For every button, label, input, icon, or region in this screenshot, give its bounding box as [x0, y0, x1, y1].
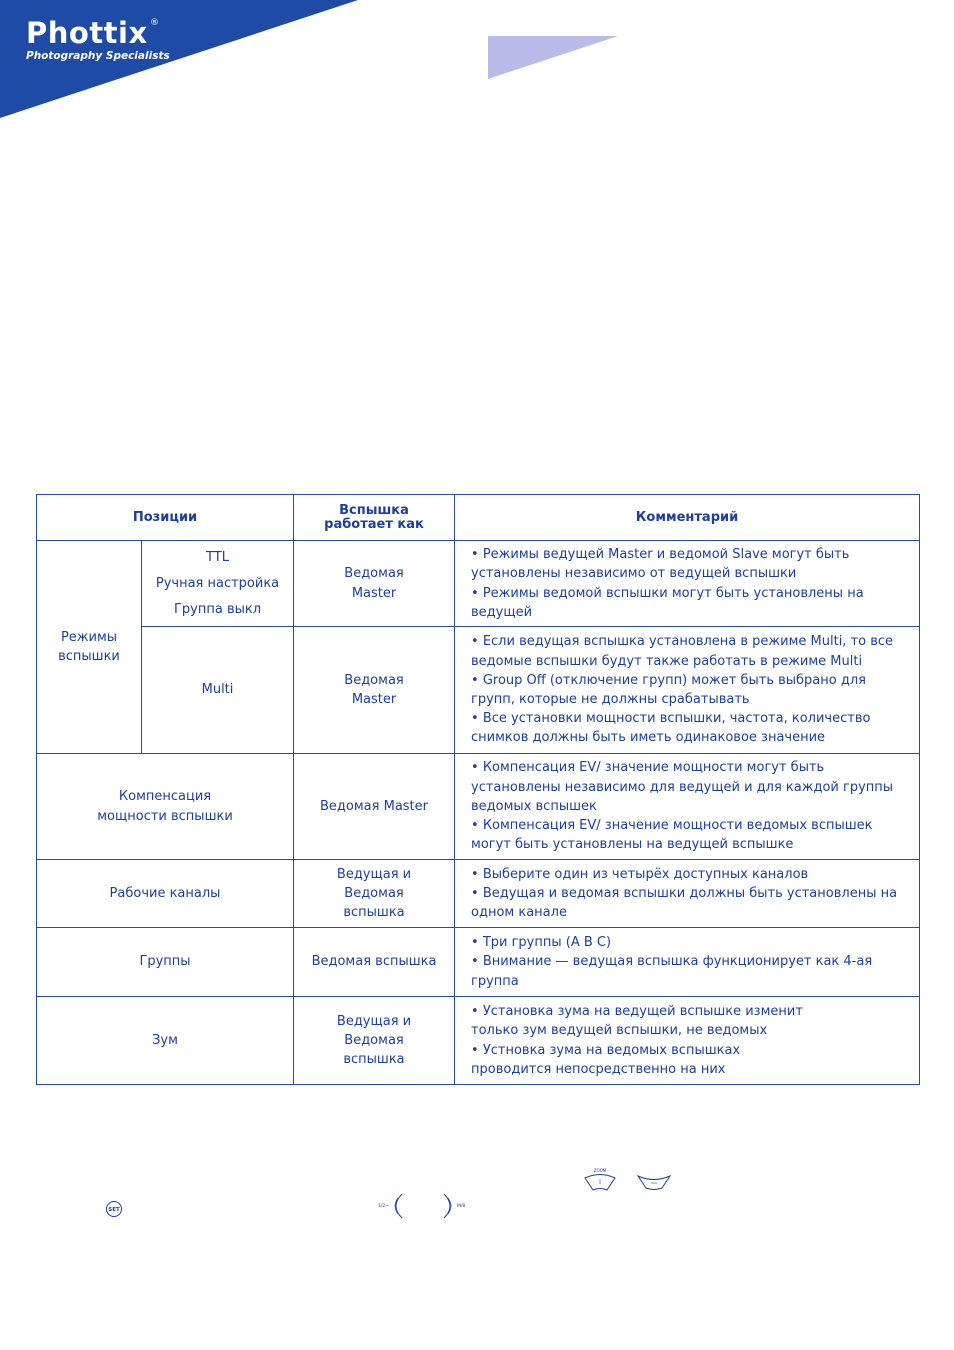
role-cell: Ведомая вспышка	[294, 928, 455, 997]
role-cell: Ведущая и Ведомая вспышка	[294, 997, 455, 1085]
right-arc-button-icon	[440, 1192, 472, 1220]
channels-label: Рабочие каналы	[37, 860, 294, 928]
table-row	[37, 928, 920, 997]
table-row	[37, 997, 920, 1085]
brand-logo	[26, 16, 170, 62]
registered-mark: ®	[150, 18, 159, 28]
comment-cell: • Режимы ведущей Master и ведомой Slave могут быть установлены независимо от ведущей вспышки • Режимы ведомой вспышки могут быть установлены на ведущей	[455, 541, 920, 627]
comment-cell: • Выберите один из четырёх доступных каналов • Ведущая и ведомая вспышки должны быть установлены на одном канале	[455, 860, 920, 928]
positions-ttl-manual-group: TTL Ручная настройка Группа выкл	[142, 541, 294, 627]
comment-cell: • Три группы (A B C) • Внимание — ведущая вспышка функционирует как 4-ая группа	[455, 928, 920, 997]
positions-multi: Multi	[142, 627, 294, 754]
zoom-label: Зум	[37, 997, 294, 1085]
zoom-down-button-icon	[636, 1170, 672, 1194]
brand-name: Phottix	[26, 16, 148, 50]
compensation-label: Компенсация мощности вспышки	[37, 754, 294, 860]
role-cell: Ведомая Master	[294, 627, 455, 754]
comment-cell: • Установка зума на ведущей вспышке изменит только зум ведущей вспышки, не ведомых • Устновка зума на ведомых вспышках проводится непосредственно на них	[455, 997, 920, 1085]
flash-modes-label: Режимы вспышки	[37, 541, 142, 754]
zoom-up-button-icon	[583, 1166, 617, 1192]
comment-cell: • Компенсация EV/ значение мощности могут быть установлены независимо для ведущей и для каждой группы ведомых вспышек • Компенсация EV/ значение мощности ведомых вспышек могут быть установлены на ведущей вспышке	[455, 754, 920, 860]
table-header-row	[37, 495, 920, 541]
left-arc-button-icon	[376, 1192, 408, 1220]
groups-label: Группы	[37, 928, 294, 997]
header-comment: Комментарий	[455, 495, 920, 541]
header-flash-works-as: Вспышка работает как	[294, 495, 455, 541]
header-positions: Позиции	[37, 495, 294, 541]
role-cell: Ведущая и Ведомая вспышка	[294, 860, 455, 928]
flash-settings-table	[36, 494, 920, 1085]
svg-text:ZOOM: ZOOM	[593, 1168, 607, 1173]
table-row	[37, 627, 920, 754]
svg-text:1/2~: 1/2~	[378, 1204, 390, 1209]
table-row	[37, 541, 920, 627]
set-button-icon	[105, 1200, 123, 1218]
svg-text:M/8: M/8	[457, 1204, 466, 1209]
brand-tagline: Photography Specialists	[26, 50, 170, 62]
svg-text:SET: SET	[108, 1207, 120, 1213]
table-row	[37, 754, 920, 860]
role-cell: Ведомая Master	[294, 754, 455, 860]
decorative-triangle	[488, 36, 620, 80]
role-cell: Ведомая Master	[294, 541, 455, 627]
table-row	[37, 860, 920, 928]
comment-cell: • Если ведущая вспышка установлена в режиме Multi, то все ведомые вспышки будут также работать в режиме Multi • Group Off (отключение групп) может быть выбрано для групп, которые не должны срабатывать • Все установки мощности вспышки, частота, количество снимков должны быть иметь одинаковое значение	[455, 627, 920, 754]
